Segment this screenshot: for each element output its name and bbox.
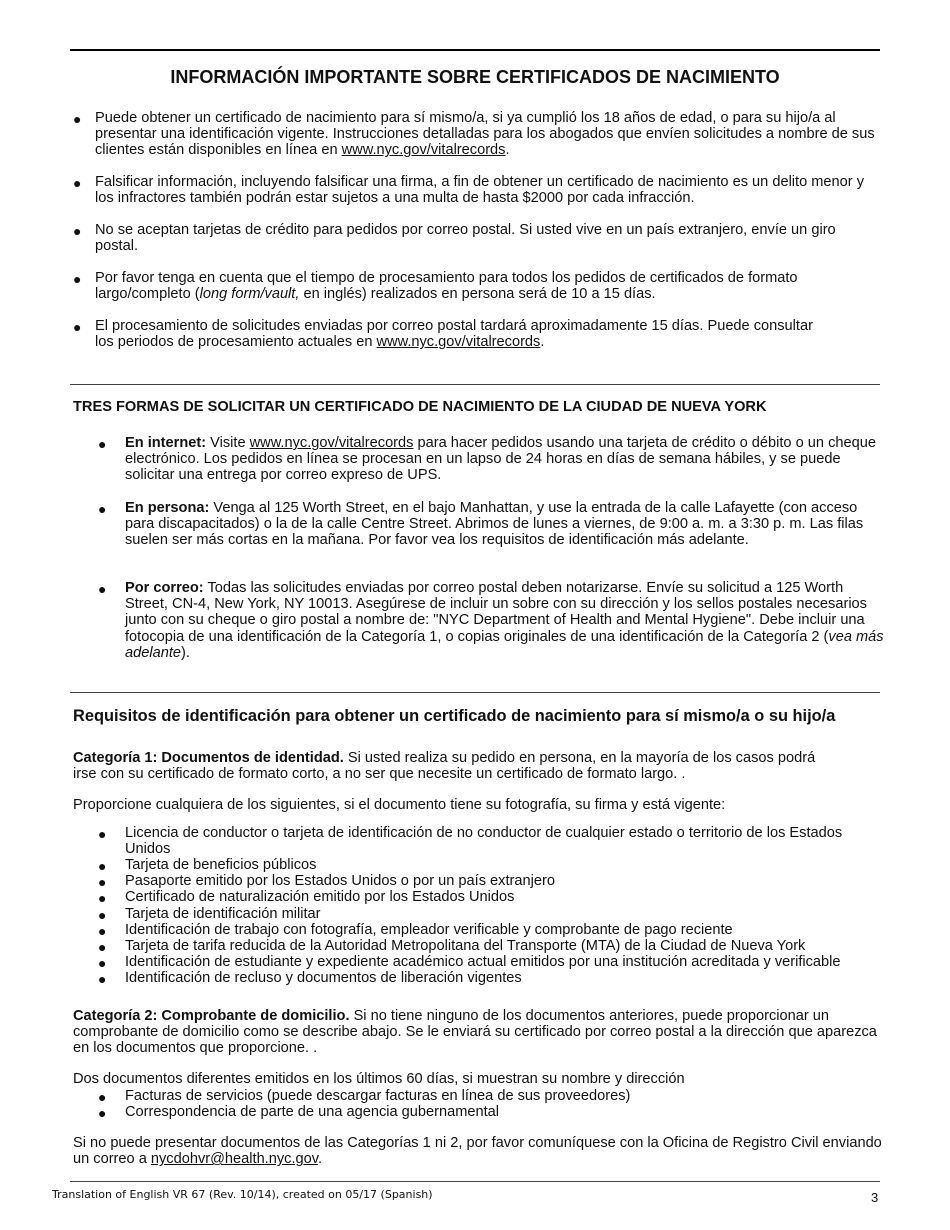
bullet-icon: ● (73, 223, 82, 239)
vitalrecords-link[interactable]: www.nyc.gov/vitalrecords (249, 435, 414, 451)
footer-rule (70, 1181, 880, 1182)
bullet-icon: ● (98, 1089, 107, 1105)
category-1-list (0, 825, 950, 987)
bullet-icon: ● (98, 874, 107, 891)
info-item: No se aceptan tarjetas de crédito para pedidos por correo postal. Si usted vive en un país extranjero, envíe un giro postal. (95, 222, 836, 255)
bullet-icon: ● (98, 955, 107, 972)
way-item: En internet: Visite www.nyc.gov/vitalrecords para hacer pedidos usando una tarjeta de crédito o débito o un cheque electrónico. Los pedidos en línea se procesan en un lapso de 24 horas en días de semana hábiles, y se puede solicitar una entrega por correo expreso de UPS. (125, 435, 876, 484)
list-item: ● Facturas de servicios (puede descargar facturas en línea de sus proveedores) (98, 1088, 631, 1105)
contact-paragraph: Si no puede presentar documentos de las Categorías 1 ni 2, por favor comuníquese con la Oficina de Registro Civil enviando un correo a nycdohvr@health.nyc.gov. (73, 1135, 882, 1168)
page-title: INFORMACIÓN IMPORTANTE SOBRE CERTIFICADOS DE NACIMIENTO (170, 67, 780, 87)
list-item: ● Identificación de recluso y documentos de liberación vigentes (98, 970, 522, 988)
list-item: ● Certificado de naturalización emitido por los Estados Unidos (98, 889, 515, 907)
bullet-icon: ● (73, 319, 82, 335)
category-2-description: Categoría 2: Comprobante de domicilio. Si no tiene ninguno de los documentos anteriores, puede proporcionar un comprobante de domicilio como se describe abajo. Se le enviará su certificado por correo postal a la dirección que aparezca en los documentos que proporcione. . (73, 1008, 877, 1057)
bullet-icon: ● (98, 501, 107, 517)
section-divider (70, 384, 880, 385)
bullet-icon: ● (73, 111, 82, 127)
bullet-icon: ● (98, 1105, 107, 1122)
email-link[interactable]: nycdohvr@health.nyc.gov (150, 1151, 318, 1168)
info-item: Por favor tenga en cuenta que el tiempo de procesamiento para todos los pedidos de certificados de formato largo/completo (long form/vault, en inglés) realizados en persona será de 10 a 15 días. (95, 270, 798, 303)
way-item: En persona: Venga al 125 Worth Street, en el bajo Manhattan, y use la entrada de la calle Lafayette (con acceso para discapacitados) o la de la calle Centre Street. Abrimos de lunes a viernes, de 9:00 a. m. a 3:30 p. m. Las filas suelen ser más cortas en la mañana. Por favor vea los requisitos de identificación más adelante. (125, 500, 864, 549)
section-divider (70, 692, 880, 693)
category-1-intro: Proporcione cualquiera de los siguientes, si el documento tiene su fotografía, su firma y está vigente: (73, 797, 726, 813)
ways-heading: TRES FORMAS DE SOLICITAR UN CERTIFICADO DE NACIMIENTO DE LA CIUDAD DE NUEVA YORK (73, 399, 767, 415)
list-item: ● Identificación de estudiante y expediente académico actual emitidos por una institución acreditada y verificable (98, 954, 841, 972)
bullet-icon: ● (98, 436, 107, 452)
category-2-intro: Dos documentos diferentes emitidos en los últimos 60 días, si muestran su nombre y dirección (73, 1071, 685, 1087)
top-rule (70, 49, 880, 51)
vitalrecords-link[interactable]: www.nyc.gov/vitalrecords (376, 334, 541, 351)
bullet-icon: ● (98, 922, 107, 939)
category-1-description: Categoría 1: Documentos de identidad. Si usted realiza su pedido en persona, en la mayoría de los casos podrá irse con su certificado de formato corto, a no ser que necesite un certificado de formato largo. . (73, 750, 816, 783)
list-item: ● Tarjeta de identificación militar (98, 905, 321, 923)
page-number: 3 (871, 1190, 879, 1205)
list-item: ● Identificación de trabajo con fotografía, empleador verificable y comprobante de pago reciente (98, 921, 733, 939)
info-item: Falsificar información, incluyendo falsificar una firma, a fin de obtener un certificado de nacimiento es un delito menor y los infractores también podrán estar sujetos a una multa de hasta $2000 por cada infracción. (95, 174, 864, 207)
list-item: ● Tarjeta de beneficios públicos (98, 857, 317, 874)
vitalrecords-link[interactable]: www.nyc.gov/vitalrecords (341, 142, 506, 159)
way-item: Por correo: Todas las solicitudes enviadas por correo postal deben notarizarse. Envíe su solicitud a 125 Worth Street, CN-4, New York, NY 10013. Asegúrese de incluir un sobre con su dirección y los sellos postales necesarios junto con su cheque o giro postal a nombre de: "NYC Department of Health and Mental Hygiene". Debe incluir una fotocopia de una identificación de la Categoría 1, o copias originales de una identificación de la Categoría 2 (vea más adelante). (125, 580, 884, 661)
bullet-icon: ● (98, 971, 107, 988)
info-item: El procesamiento de solicitudes enviadas por correo postal tardará aproximadamente 15 días. Puede consultar los periodos de procesamiento actuales en www.nyc.gov/vitalrecords. (95, 318, 813, 351)
requirements-heading: Requisitos de identificación para obtener un certificado de nacimiento para sí mismo/a o su hijo/a (73, 707, 836, 725)
bullet-icon: ● (98, 826, 107, 842)
footer-text: Translation of English VR 67 (Rev. 10/14), created on 05/17 (Spanish) (52, 1188, 433, 1201)
list-item: ● Tarjeta de tarifa reducida de la Autoridad Metropolitana del Transporte (MTA) de la Ciudad de Nueva York (98, 937, 806, 955)
bullet-icon: ● (73, 271, 82, 287)
bullet-icon: ● (98, 890, 107, 907)
bullet-icon: ● (98, 906, 107, 923)
list-item: ● Licencia de conductor o tarjeta de identificación de no conductor de cualquier estado o territorio de los Estados Unidos (98, 825, 843, 858)
info-item: Puede obtener un certificado de nacimiento para sí mismo/a, si ya cumplió los 18 años de edad, o para su hijo/a al presentar una identificación vigente. Instrucciones detalladas para los abogados que envíen solicitudes a nombre de sus clientes están disponibles en línea en www.nyc.gov/vitalrecords. (95, 110, 875, 159)
category-2-list (0, 1088, 950, 1120)
bullet-icon: ● (98, 858, 107, 874)
list-item: ● Correspondencia de parte de una agencia gubernamental (98, 1104, 500, 1122)
bullet-icon: ● (98, 938, 107, 955)
list-item: ● Pasaporte emitido por los Estados Unidos o por un país extranjero (98, 873, 555, 891)
bullet-icon: ● (73, 175, 82, 191)
bullet-icon: ● (98, 581, 107, 597)
